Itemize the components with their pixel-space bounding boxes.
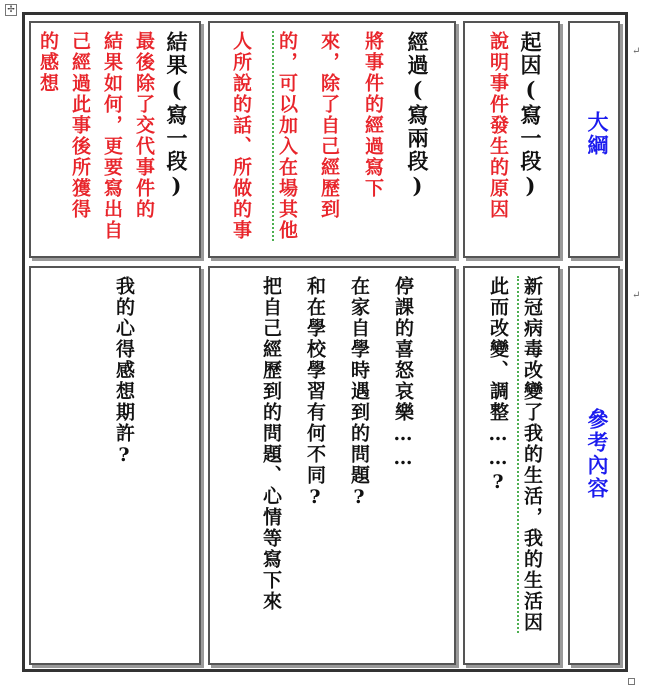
reference-cause-line: 新冠病毒改變了我的生活，我的生活因 [517,276,545,633]
result-note-line: 的感想 [37,31,59,94]
reference-cause-line: 此而改變、調整……? [487,276,509,495]
reference-process-line: 和在學校學習有何不同? [304,276,326,510]
result-note-line: 己經過此事後所獲得 [69,31,91,220]
process-heading: 經過(寫兩段) [405,31,430,200]
result-note-line: 最後除了交代事件的 [133,31,155,220]
process-note-line: 人所說的話、所做的事 [230,31,252,241]
process-note-line: 的，可以加入在場其他 [272,31,300,241]
cell-reference-label[interactable] [568,266,620,665]
cell-outline-label[interactable] [568,21,620,258]
table-move-handle[interactable]: ✢ [5,4,17,16]
reference-process-line: 停課的喜怒哀樂…… [392,276,414,471]
cause-note: 說明事件發生的原因 [487,31,509,220]
process-note-line: 來，除了自己經歷到 [318,31,340,220]
reference-result-line: 我的心得感想期許? [113,276,135,468]
outline-table [22,12,628,672]
cell-process[interactable] [208,21,456,258]
process-note-line: 將事件的經過寫下 [362,31,384,199]
result-heading: 結果(寫一段) [164,31,189,200]
row-end-mark: ↵ [632,46,641,57]
outline-label: 大綱 [585,111,610,157]
reference-process-line: 在家自學時遇到的問題? [348,276,370,510]
cell-reference-process[interactable] [208,266,456,665]
cell-reference-cause[interactable] [463,266,560,665]
cause-heading: 起因(寫一段) [518,31,543,200]
cell-reference-result[interactable] [29,266,201,665]
table-resize-handle[interactable] [628,678,635,685]
cell-result[interactable] [29,21,201,258]
reference-label: 參考內容 [585,408,610,500]
result-note-line: 結果如何，更要寫出自 [101,31,123,241]
cell-cause[interactable] [463,21,560,258]
row-end-mark: ↵ [632,290,641,301]
reference-process-line: 把自己經歷到的問題、心情等寫下來 [260,276,282,612]
